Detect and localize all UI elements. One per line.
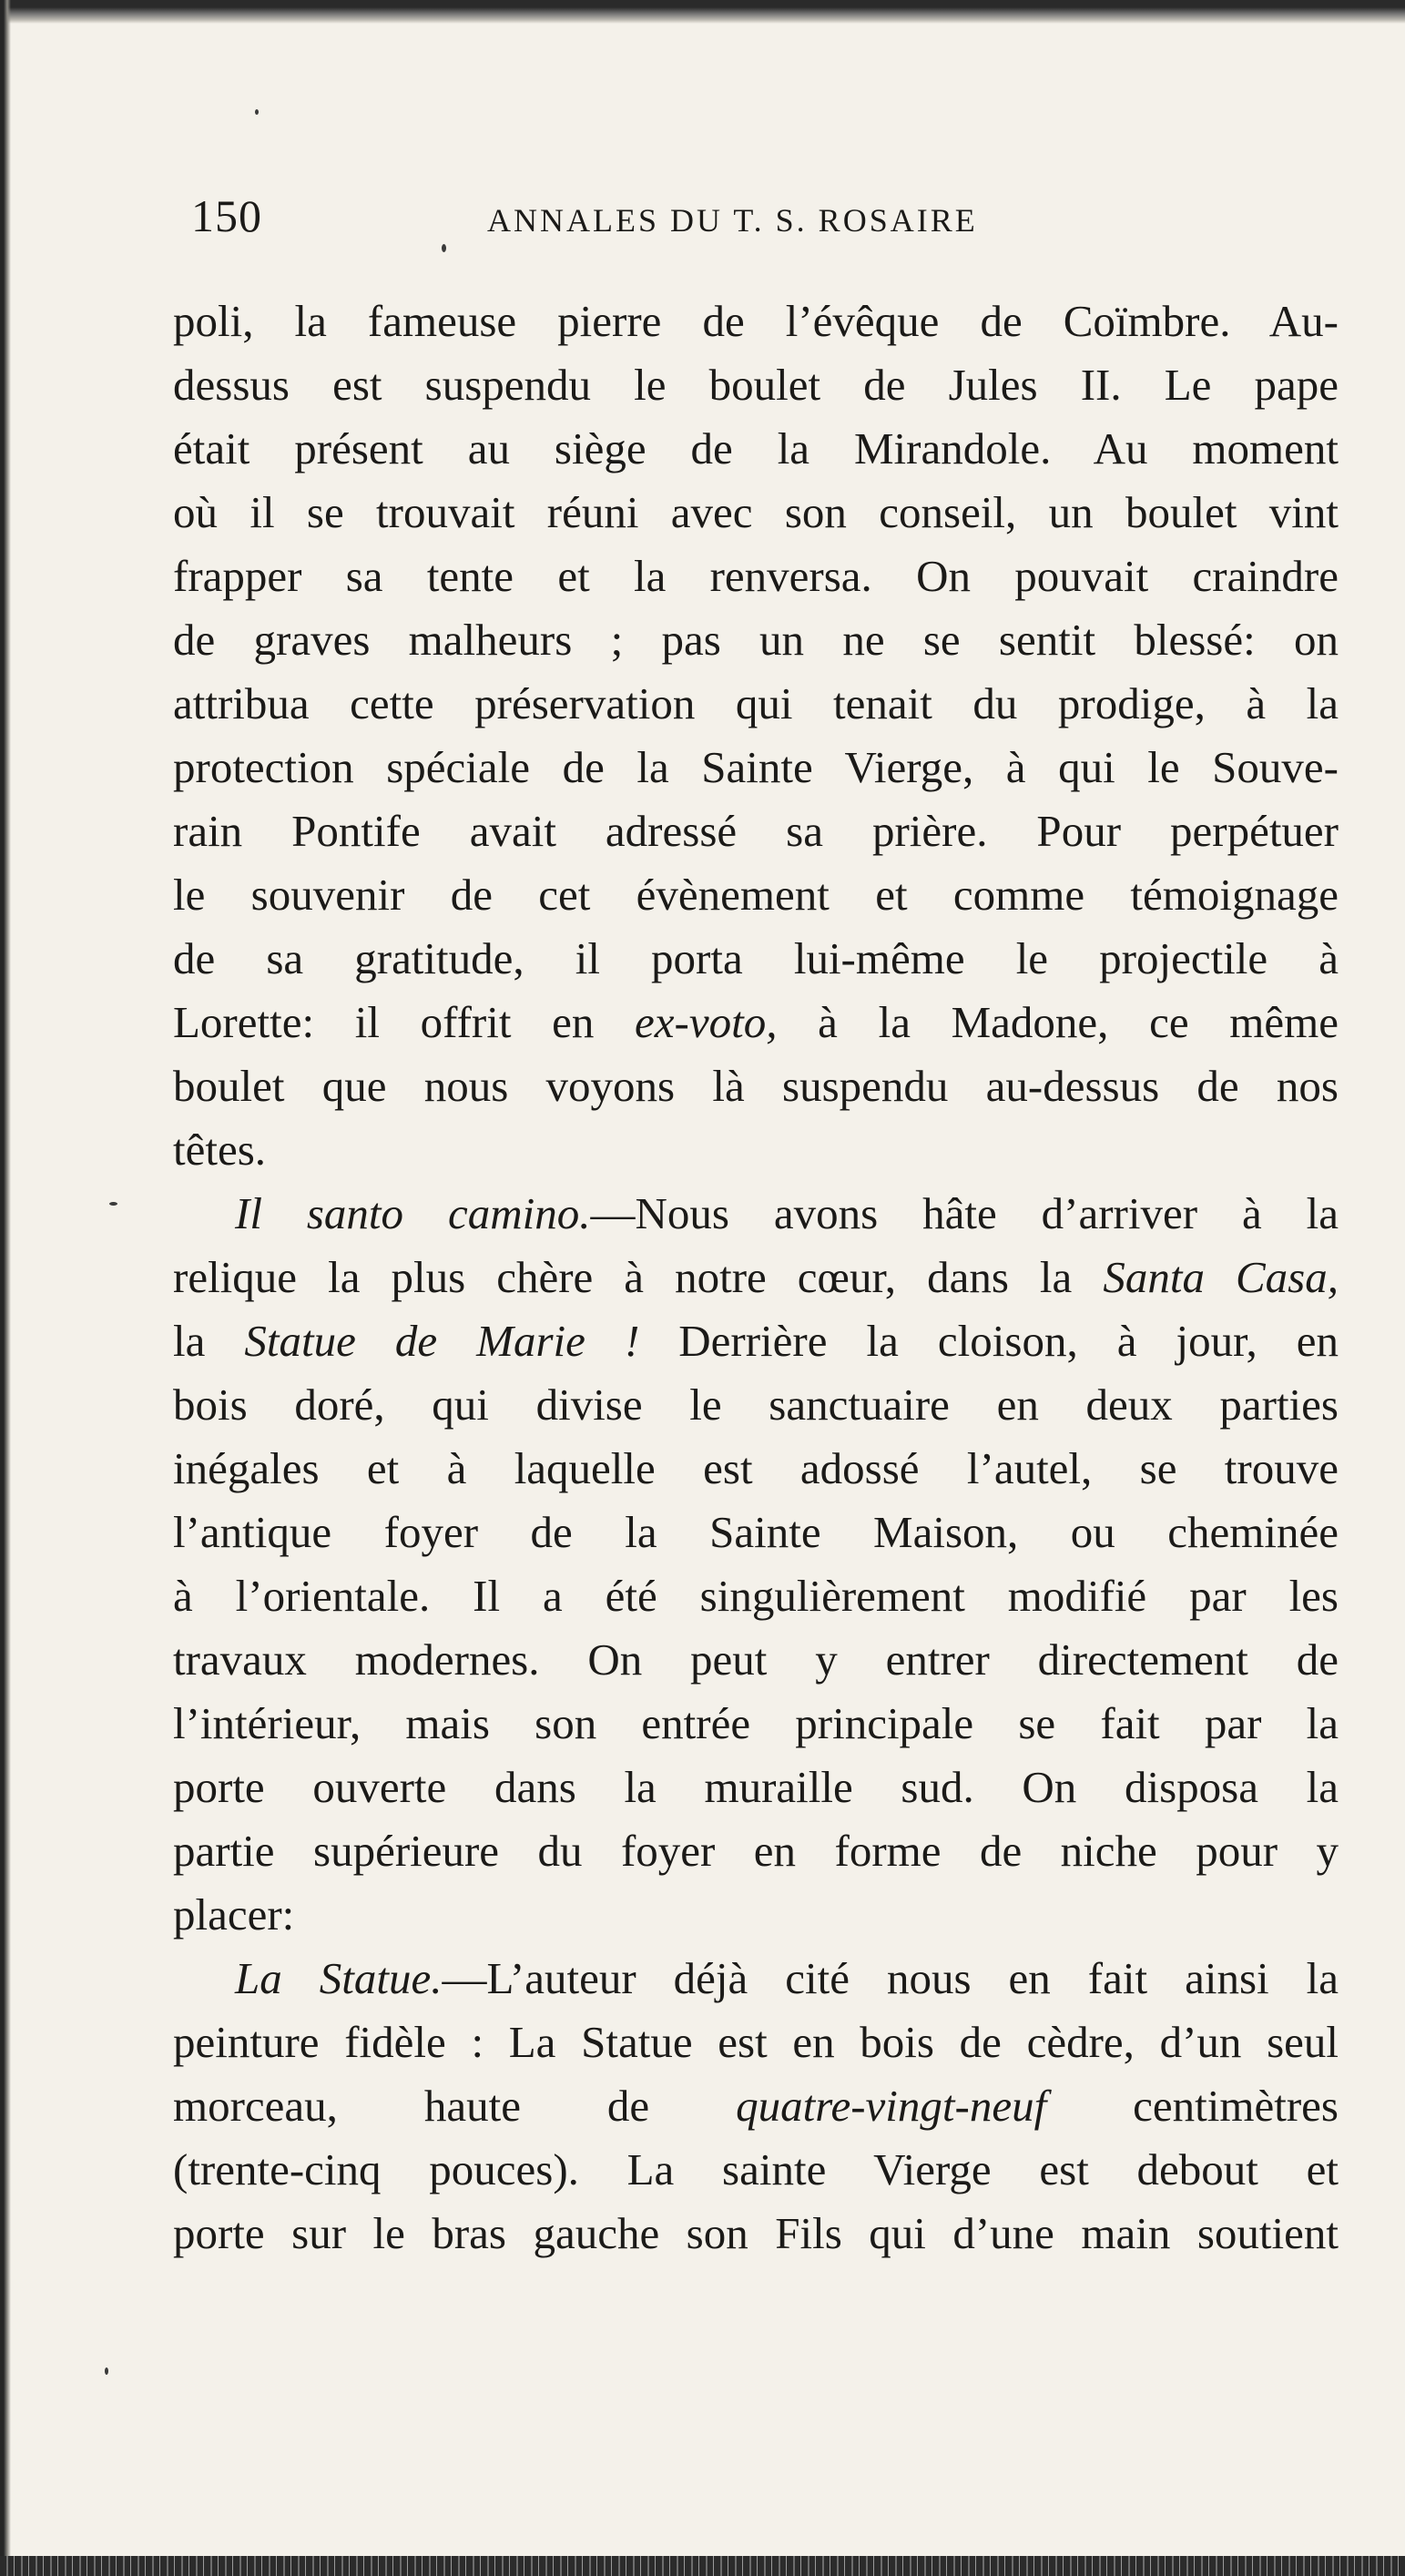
text-line: partie supérieure du foyer en forme de niche pour y — [173, 1826, 1339, 1876]
text-line: était présent au siège de la Mirandole. Au moment — [173, 423, 1339, 473]
page-number: 150 — [191, 190, 262, 241]
scan-speck — [255, 109, 259, 115]
scan-speck — [442, 244, 446, 252]
text-line: placer: — [173, 1889, 295, 1940]
text-line: travaux modernes. On peut y entrer directement de — [173, 1634, 1339, 1685]
paragraph-la-statue: La Statue.—L’auteur déjà cité nous en fait ainsi la — [235, 1953, 1339, 2003]
italic-quatre-vingt-neuf: quatre-vingt-neuf — [736, 2081, 1047, 2131]
text-line: relique la plus chère à notre cœur, dans la Santa Casa, — [173, 1252, 1339, 1302]
text-line: le souvenir de cet évènement et comme témoignage — [173, 870, 1339, 920]
running-head: ANNALES DU T. S. ROSAIRE — [487, 202, 978, 239]
paragraph-santo-camino: Il santo camino.—Nous avons hâte d’arriver à la — [235, 1188, 1339, 1238]
body-text — [173, 290, 1339, 2265]
text-line: rain Pontife avait adressé sa prière. Pour perpétuer — [173, 806, 1339, 856]
text-line: morceau, haute de quatre-vingt-neuf centimètres — [173, 2081, 1339, 2131]
text-line: boulet que nous voyons là suspendu au-dessus de nos — [173, 1061, 1339, 1111]
text-line: têtes. — [173, 1125, 267, 1175]
text-line: attribua cette préservation qui tenait du prodige, à la — [173, 678, 1339, 728]
scan-bottom-edge — [0, 2556, 1405, 2576]
text-line: frapper sa tente et la renversa. On pouvait craindre — [173, 551, 1339, 601]
scan-speck — [105, 2367, 108, 2375]
scan-left-edge — [0, 0, 11, 2576]
text-line: l’antique foyer de la Sainte Maison, ou cheminée — [173, 1507, 1339, 1557]
scan-top-edge — [0, 0, 1405, 24]
text-line: protection spéciale de la Sainte Vierge, à qui le Souve- — [173, 742, 1339, 792]
text-line: peinture fidèle : La Statue est en bois de cèdre, d’un seul — [173, 2017, 1339, 2067]
text-line: l’intérieur, mais son entrée principale se fait par la — [173, 1698, 1339, 1748]
text-line: Lorette: il offrit en ex-voto, à la Madone, ce même — [173, 997, 1339, 1047]
text-line: (trente-cinq pouces). La sainte Vierge est debout et — [173, 2144, 1339, 2194]
section-heading-la-statue: La Statue. — [235, 1953, 443, 2003]
text-line: porte sur le bras gauche son Fils qui d’une main soutient — [173, 2208, 1339, 2258]
text-line: à l’orientale. Il a été singulièrement modifié par les — [173, 1571, 1339, 1621]
scan-speck — [109, 1202, 117, 1206]
text-line: la Statue de Marie ! Derrière la cloison, à jour, en — [173, 1316, 1339, 1366]
italic-santa-casa: Santa Casa, — [1103, 1252, 1339, 1302]
text-line: porte ouverte dans la muraille sud. On disposa la — [173, 1762, 1339, 1812]
text-line: inégales et à laquelle est adossé l’autel, se trouve — [173, 1443, 1339, 1493]
text-line: poli, la fameuse pierre de l’évêque de Coïmbre. Au- — [173, 296, 1339, 346]
page-header — [0, 189, 1405, 244]
text-line: dessus est suspendu le boulet de Jules II. Le pape — [173, 360, 1339, 410]
italic-ex-voto: ex-voto, — [635, 997, 778, 1047]
text-line: où il se trouvait réuni avec son conseil, un boulet vint — [173, 487, 1339, 537]
section-heading-santo-camino: Il santo camino. — [235, 1188, 591, 1238]
text-line: bois doré, qui divise le sanctuaire en deux parties — [173, 1380, 1339, 1430]
text-line: de sa gratitude, il porta lui-même le projectile à — [173, 933, 1339, 983]
italic-statue-de-marie: Statue de Marie ! — [244, 1316, 640, 1366]
text-line: de graves malheurs ; pas un ne se sentit blessé: on — [173, 615, 1339, 665]
